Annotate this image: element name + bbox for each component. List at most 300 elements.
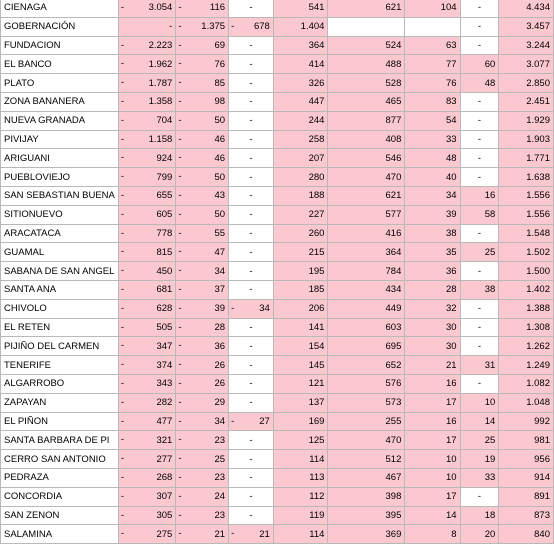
cell-value: 695 (385, 340, 402, 352)
col-7-cell[interactable] (460, 431, 499, 450)
col-5-cell[interactable] (328, 205, 405, 224)
table-row[interactable] (1, 205, 554, 224)
col-2-cell[interactable] (176, 205, 229, 224)
municipality-name-cell[interactable]: ARIGUANI (1, 149, 119, 168)
table-row[interactable] (1, 92, 554, 111)
col-1-cell[interactable] (118, 412, 175, 431)
col-7-cell[interactable] (460, 280, 499, 299)
col-3-cell[interactable] (229, 337, 274, 356)
col-total-cell[interactable] (499, 487, 554, 506)
municipality-name-cell[interactable]: CIENAGA (1, 0, 119, 17)
col-1-cell[interactable] (118, 55, 175, 74)
col-1-cell[interactable] (118, 149, 175, 168)
col-2-cell[interactable] (176, 74, 229, 93)
col-6-cell[interactable] (405, 468, 460, 487)
col-3-cell[interactable] (229, 487, 274, 506)
col-total-cell[interactable] (499, 149, 554, 168)
col-total-cell[interactable] (499, 525, 554, 544)
col-7-cell[interactable] (460, 36, 499, 55)
col-1-cell[interactable] (118, 374, 175, 393)
cell-value: 98 (214, 96, 226, 108)
col-7-cell[interactable] (460, 130, 499, 149)
col-6-cell[interactable] (405, 55, 460, 74)
col-1-cell[interactable] (118, 186, 175, 205)
col-3-cell[interactable] (229, 130, 274, 149)
col-5-cell[interactable] (328, 280, 405, 299)
municipality-name-cell[interactable]: EL PIÑON (1, 412, 119, 431)
municipality-name-cell[interactable]: CERRO SAN ANTONIO (1, 450, 119, 469)
col-5-cell[interactable] (328, 17, 405, 36)
col-2-cell[interactable] (176, 168, 229, 187)
col-1-cell[interactable] (118, 487, 175, 506)
municipality-name-cell[interactable]: SABANA DE SAN ANGEL (1, 262, 119, 281)
col-5-cell[interactable] (328, 431, 405, 450)
col-7-cell[interactable] (460, 262, 499, 281)
col-total-cell[interactable] (499, 186, 554, 205)
municipality-name-cell[interactable]: PLATO (1, 74, 119, 93)
col-6-cell[interactable] (405, 17, 460, 36)
col-5-cell[interactable] (328, 36, 405, 55)
col-7-cell[interactable] (460, 450, 499, 469)
col-5-cell[interactable] (328, 468, 405, 487)
col-6-cell[interactable] (405, 487, 460, 506)
table-row[interactable] (1, 17, 554, 36)
col-7-cell[interactable] (460, 74, 499, 93)
col-7-cell[interactable] (460, 149, 499, 168)
col-2-cell[interactable] (176, 356, 229, 375)
col-4-cell[interactable] (273, 299, 328, 318)
col-total-cell[interactable] (499, 506, 554, 525)
col-5-cell[interactable] (328, 299, 405, 318)
col-1-cell[interactable] (118, 262, 175, 281)
col-1-cell[interactable] (118, 168, 175, 187)
col-total-cell[interactable] (499, 299, 554, 318)
col-total-cell[interactable] (499, 111, 554, 130)
col-4-cell[interactable] (273, 111, 328, 130)
col-total-cell[interactable] (499, 224, 554, 243)
col-4-cell[interactable] (273, 356, 328, 375)
empty-marker: - (249, 434, 253, 446)
col-7-cell[interactable] (460, 168, 499, 187)
col-3-cell[interactable] (229, 149, 274, 168)
col-2-cell[interactable] (176, 299, 229, 318)
col-4-cell[interactable] (273, 431, 328, 450)
col-4-cell[interactable] (273, 506, 328, 525)
col-3-cell[interactable] (229, 111, 274, 130)
col-7-cell[interactable] (460, 337, 499, 356)
col-total-cell[interactable] (499, 468, 554, 487)
cell-value: 528 (385, 77, 402, 89)
col-3-cell[interactable] (229, 224, 274, 243)
col-7-cell[interactable] (460, 186, 499, 205)
col-4-cell[interactable] (273, 55, 328, 74)
col-5-cell[interactable] (328, 111, 405, 130)
col-7-cell[interactable] (460, 299, 499, 318)
table-row[interactable] (1, 431, 554, 450)
col-6-cell[interactable] (405, 506, 460, 525)
col-6-cell[interactable] (405, 525, 460, 544)
col-total-cell[interactable] (499, 431, 554, 450)
col-total-cell[interactable] (499, 374, 554, 393)
municipality-name-cell[interactable]: SAN SEBASTIAN BUENA (1, 186, 119, 205)
col-2-cell[interactable] (176, 243, 229, 262)
table-row[interactable] (1, 111, 554, 130)
col-7-cell[interactable] (460, 393, 499, 412)
col-7-cell[interactable] (460, 525, 499, 544)
table-row[interactable] (1, 262, 554, 281)
col-total-cell[interactable] (499, 36, 554, 55)
col-5-cell[interactable] (328, 318, 405, 337)
col-1-cell[interactable] (118, 450, 175, 469)
col-3-cell[interactable] (229, 374, 274, 393)
col-4-cell[interactable] (273, 280, 328, 299)
col-4-cell[interactable] (273, 168, 328, 187)
col-3-cell[interactable] (229, 168, 274, 187)
municipality-name-cell[interactable]: NUEVA GRANADA (1, 111, 119, 130)
col-7-cell[interactable] (460, 468, 499, 487)
col-total-cell[interactable] (499, 74, 554, 93)
col-2-cell[interactable] (176, 318, 229, 337)
col-4-cell[interactable] (273, 36, 328, 55)
cell-value: 17 (445, 397, 457, 409)
col-6-cell[interactable] (405, 356, 460, 375)
col-7-cell[interactable] (460, 17, 499, 36)
col-total-cell[interactable] (499, 92, 554, 111)
table-row[interactable] (1, 318, 554, 337)
col-1-cell[interactable] (118, 111, 175, 130)
col-5-cell[interactable] (328, 168, 405, 187)
table-row[interactable] (1, 412, 554, 431)
municipality-name-cell[interactable]: ALGARROBO (1, 374, 119, 393)
col-3-cell[interactable] (229, 393, 274, 412)
col-2-cell[interactable] (176, 224, 229, 243)
col-7-cell[interactable] (460, 0, 499, 17)
empty-marker: - (477, 115, 481, 127)
col-total-cell[interactable] (499, 412, 554, 431)
col-3-cell[interactable] (229, 74, 274, 93)
col-2-cell[interactable] (176, 337, 229, 356)
col-total-cell[interactable] (499, 280, 554, 299)
col-total-cell[interactable] (499, 262, 554, 281)
col-4-cell[interactable] (273, 130, 328, 149)
municipality-name-cell[interactable]: ZAPAYAN (1, 393, 119, 412)
col-total-cell[interactable] (499, 318, 554, 337)
col-5-cell[interactable] (328, 374, 405, 393)
col-2-cell[interactable] (176, 525, 229, 544)
col-6-cell[interactable] (405, 374, 460, 393)
col-2-cell[interactable] (176, 412, 229, 431)
col-7-cell[interactable] (460, 506, 499, 525)
col-3-cell[interactable] (229, 205, 274, 224)
table-row[interactable] (1, 130, 554, 149)
col-4-cell[interactable] (273, 374, 328, 393)
col-3-cell[interactable] (229, 0, 274, 17)
col-7-cell[interactable] (460, 374, 499, 393)
municipality-name-cell[interactable]: TENERIFE (1, 356, 119, 375)
col-5-cell[interactable] (328, 74, 405, 93)
col-1-cell[interactable] (118, 525, 175, 544)
table-row[interactable] (1, 168, 554, 187)
col-5-cell[interactable] (328, 393, 405, 412)
col-6-cell[interactable] (405, 393, 460, 412)
col-6-cell[interactable] (405, 92, 460, 111)
col-4-cell[interactable] (273, 487, 328, 506)
col-3-cell[interactable] (229, 55, 274, 74)
table-row[interactable] (1, 74, 554, 93)
col-2-cell[interactable] (176, 186, 229, 205)
col-3-cell[interactable] (229, 17, 274, 36)
col-6-cell[interactable] (405, 0, 460, 17)
col-5-cell[interactable] (328, 337, 405, 356)
table-row[interactable] (1, 506, 554, 525)
col-3-cell[interactable] (229, 431, 274, 450)
col-7-cell[interactable] (460, 92, 499, 111)
col-1-cell[interactable] (118, 130, 175, 149)
table-row[interactable] (1, 450, 554, 469)
col-total-cell[interactable] (499, 393, 554, 412)
col-1-cell[interactable] (118, 337, 175, 356)
col-total-cell[interactable] (499, 450, 554, 469)
col-1-cell[interactable] (118, 299, 175, 318)
col-2-cell[interactable] (176, 262, 229, 281)
col-6-cell[interactable] (405, 186, 460, 205)
table-row[interactable] (1, 525, 554, 544)
municipality-name-cell[interactable]: EL RETEN (1, 318, 119, 337)
col-2-cell[interactable] (176, 393, 229, 412)
col-1-cell[interactable] (118, 356, 175, 375)
col-total-cell[interactable] (499, 0, 554, 17)
col-6-cell[interactable] (405, 450, 460, 469)
col-1-cell[interactable] (118, 92, 175, 111)
col-1-cell[interactable] (118, 506, 175, 525)
col-total-cell[interactable] (499, 243, 554, 262)
col-1-cell[interactable] (118, 243, 175, 262)
col-4-cell[interactable] (273, 525, 328, 544)
col-4-cell[interactable] (273, 224, 328, 243)
col-5-cell[interactable] (328, 506, 405, 525)
col-6-cell[interactable] (405, 205, 460, 224)
col-2-cell[interactable] (176, 36, 229, 55)
col-3-cell[interactable] (229, 299, 274, 318)
col-1-cell[interactable] (118, 318, 175, 337)
col-7-cell[interactable] (460, 243, 499, 262)
col-total-cell[interactable] (499, 356, 554, 375)
municipality-name-cell[interactable]: PUEBLOVIEJO (1, 168, 119, 187)
col-2-cell[interactable] (176, 506, 229, 525)
col-2-cell[interactable] (176, 280, 229, 299)
col-2-cell[interactable] (176, 468, 229, 487)
cell-value: 877 (385, 115, 402, 127)
col-3-cell[interactable] (229, 506, 274, 525)
col-3-cell[interactable] (229, 525, 274, 544)
col-4-cell[interactable] (273, 0, 328, 17)
col-6-cell[interactable] (405, 111, 460, 130)
municipality-name-cell[interactable]: CHIVOLO (1, 299, 119, 318)
col-4-cell[interactable] (273, 468, 328, 487)
col-6-cell[interactable] (405, 243, 460, 262)
col-total-cell[interactable] (499, 17, 554, 36)
table-row[interactable] (1, 36, 554, 55)
accounting-dash: - (120, 246, 125, 258)
col-2-cell[interactable] (176, 149, 229, 168)
table-row[interactable] (1, 243, 554, 262)
col-3-cell[interactable] (229, 450, 274, 469)
col-6-cell[interactable] (405, 36, 460, 55)
col-4-cell[interactable] (273, 318, 328, 337)
col-1-cell[interactable] (118, 468, 175, 487)
col-6-cell[interactable] (405, 337, 460, 356)
col-4-cell[interactable] (273, 393, 328, 412)
col-2-cell[interactable] (176, 55, 229, 74)
col-5-cell[interactable] (328, 356, 405, 375)
municipality-name-cell[interactable]: SANTA BARBARA DE PI (1, 431, 119, 450)
municipality-name-cell[interactable]: PIJIÑO DEL CARMEN (1, 337, 119, 356)
col-total-cell[interactable] (499, 55, 554, 74)
col-3-cell[interactable] (229, 36, 274, 55)
table-row[interactable] (1, 224, 554, 243)
municipality-name-cell[interactable]: SITIONUEVO (1, 205, 119, 224)
col-4-cell[interactable] (273, 412, 328, 431)
col-5-cell[interactable] (328, 450, 405, 469)
col-6-cell[interactable] (405, 318, 460, 337)
col-5-cell[interactable] (328, 55, 405, 74)
col-5-cell[interactable] (328, 243, 405, 262)
col-4-cell[interactable] (273, 92, 328, 111)
col-4-cell[interactable] (273, 205, 328, 224)
table-row[interactable] (1, 55, 554, 74)
municipality-name-cell[interactable]: GOBERNACIÓN (1, 17, 119, 36)
col-2-cell[interactable] (176, 111, 229, 130)
col-3-cell[interactable] (229, 243, 274, 262)
table-row[interactable] (1, 374, 554, 393)
col-total-cell[interactable] (499, 337, 554, 356)
col-total-cell[interactable] (499, 205, 554, 224)
col-7-cell[interactable] (460, 111, 499, 130)
municipality-name-cell[interactable]: SAN ZENON (1, 506, 119, 525)
col-7-cell[interactable] (460, 487, 499, 506)
col-2-cell[interactable] (176, 487, 229, 506)
table-row[interactable] (1, 393, 554, 412)
col-6-cell[interactable] (405, 168, 460, 187)
col-3-cell[interactable] (229, 186, 274, 205)
col-2-cell[interactable] (176, 17, 229, 36)
col-3-cell[interactable] (229, 356, 274, 375)
table-row[interactable] (1, 280, 554, 299)
col-6-cell[interactable] (405, 149, 460, 168)
col-3-cell[interactable] (229, 468, 274, 487)
municipality-name-cell[interactable]: ZONA BANANERA (1, 92, 119, 111)
municipality-name-cell[interactable]: PIVIJAY (1, 130, 119, 149)
col-1-cell[interactable] (118, 17, 175, 36)
col-2-cell[interactable] (176, 130, 229, 149)
col-1-cell[interactable] (118, 224, 175, 243)
col-1-cell[interactable] (118, 36, 175, 55)
table-row[interactable] (1, 356, 554, 375)
col-4-cell[interactable] (273, 17, 328, 36)
table-row[interactable] (1, 487, 554, 506)
col-3-cell[interactable] (229, 92, 274, 111)
col-5-cell[interactable] (328, 224, 405, 243)
col-7-cell[interactable] (460, 318, 499, 337)
col-7-cell[interactable] (460, 224, 499, 243)
col-1-cell[interactable] (118, 280, 175, 299)
col-6-cell[interactable] (405, 224, 460, 243)
col-5-cell[interactable] (328, 525, 405, 544)
col-4-cell[interactable] (273, 74, 328, 93)
col-2-cell[interactable] (176, 431, 229, 450)
col-5-cell[interactable] (328, 92, 405, 111)
col-7-cell[interactable] (460, 356, 499, 375)
col-3-cell[interactable] (229, 318, 274, 337)
col-1-cell[interactable] (118, 393, 175, 412)
col-5-cell[interactable] (328, 149, 405, 168)
col-5-cell[interactable] (328, 186, 405, 205)
table-row[interactable] (1, 186, 554, 205)
col-3-cell[interactable] (229, 280, 274, 299)
empty-marker: - (249, 133, 253, 145)
municipality-name-cell[interactable]: EL BANCO (1, 55, 119, 74)
municipality-name-cell[interactable]: CONCORDIA (1, 487, 119, 506)
col-1-cell[interactable] (118, 0, 175, 17)
municipality-name-cell[interactable]: ARACATACA (1, 224, 119, 243)
municipality-name-cell[interactable]: SALAMINA (1, 525, 119, 544)
municipality-name-cell[interactable]: SANTA ANA (1, 280, 119, 299)
col-1-cell[interactable] (118, 205, 175, 224)
table-row[interactable] (1, 149, 554, 168)
col-2-cell[interactable] (176, 374, 229, 393)
col-5-cell[interactable] (328, 487, 405, 506)
col-6-cell[interactable] (405, 299, 460, 318)
col-2-cell[interactable] (176, 92, 229, 111)
col-6-cell[interactable] (405, 130, 460, 149)
col-1-cell[interactable] (118, 431, 175, 450)
col-4-cell[interactable] (273, 186, 328, 205)
col-7-cell[interactable] (460, 55, 499, 74)
col-5-cell[interactable] (328, 0, 405, 17)
col-1-cell[interactable] (118, 74, 175, 93)
table-row[interactable] (1, 468, 554, 487)
col-5-cell[interactable] (328, 130, 405, 149)
table-row[interactable] (1, 0, 554, 17)
col-4-cell[interactable] (273, 337, 328, 356)
col-5-cell[interactable] (328, 412, 405, 431)
col-total-cell[interactable] (499, 130, 554, 149)
col-7-cell[interactable] (460, 412, 499, 431)
municipality-name-cell[interactable]: PEDRAZA (1, 468, 119, 487)
table-row[interactable] (1, 299, 554, 318)
col-total-cell[interactable] (499, 168, 554, 187)
col-6-cell[interactable] (405, 412, 460, 431)
col-6-cell[interactable] (405, 262, 460, 281)
col-5-cell[interactable] (328, 262, 405, 281)
municipality-name-cell[interactable]: GUAMAL (1, 243, 119, 262)
col-4-cell[interactable] (273, 450, 328, 469)
col-4-cell[interactable] (273, 262, 328, 281)
col-2-cell[interactable] (176, 450, 229, 469)
col-6-cell[interactable] (405, 280, 460, 299)
accounting-dash: - (120, 114, 125, 126)
col-7-cell[interactable] (460, 205, 499, 224)
col-3-cell[interactable] (229, 412, 274, 431)
col-6-cell[interactable] (405, 431, 460, 450)
table-row[interactable] (1, 337, 554, 356)
col-4-cell[interactable] (273, 149, 328, 168)
col-3-cell[interactable] (229, 262, 274, 281)
col-6-cell[interactable] (405, 74, 460, 93)
col-4-cell[interactable] (273, 243, 328, 262)
col-2-cell[interactable] (176, 0, 229, 17)
municipality-name-cell[interactable]: FUNDACION (1, 36, 119, 55)
